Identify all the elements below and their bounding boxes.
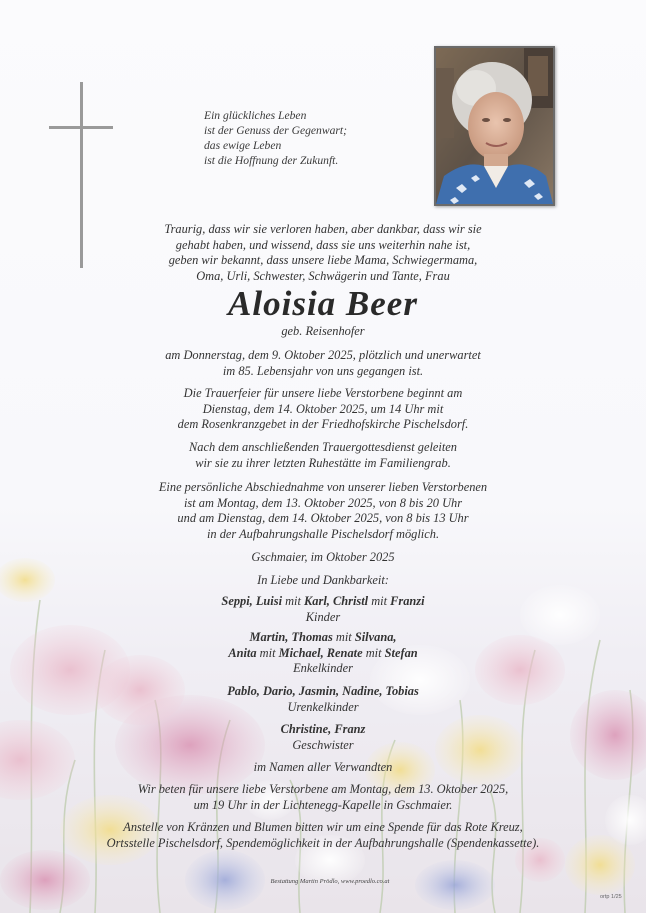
intro-line: Oma, Urli, Schwester, Schwägerin und Tante, Frau — [196, 268, 450, 283]
farewell-paragraph — [40, 480, 606, 542]
intro-paragraph — [40, 222, 606, 284]
funeral-line: Dienstag, dem 14. Oktober 2025, um 14 Uhr mit — [202, 401, 444, 416]
connector-word: mit — [256, 645, 279, 660]
mourners-siblings — [40, 722, 606, 753]
all-relatives: im Namen aller Verwandten — [253, 760, 393, 774]
burial-paragraph — [40, 440, 606, 471]
deceased-name: Aloisia Beer — [228, 284, 418, 323]
relation-label: Urenkelkinder — [287, 699, 359, 714]
mourners-grandchildren — [40, 630, 606, 677]
connector-word: mit — [362, 645, 385, 660]
mourner-name: Pablo, Dario, Jasmin, Nadine, Tobias — [227, 684, 419, 698]
death-paragraph — [40, 348, 606, 379]
mourners-children — [40, 594, 606, 625]
prayer-paragraph — [40, 782, 606, 813]
funeral-line: dem Rosenkranzgebet in der Friedhofskirche Pischelsdorf. — [177, 417, 469, 432]
farewell-line: Eine persönliche Abschiednahme von unserer lieben Verstorbenen — [158, 480, 488, 494]
prayer-line: Wir beten für unsere liebe Verstorbene am Montag, dem 13. Oktober 2025, — [137, 782, 509, 796]
donation-line: Ortsstelle Pischelsdorf, Spendemöglichkeit in der Aufbahrungshalle (Spendenkassette). — [106, 835, 540, 850]
intro-line: geben wir bekannt, dass unsere liebe Mama, Schwiegermama, — [168, 253, 478, 268]
mourner-name: Franzi — [390, 594, 425, 608]
farewell-line: ist am Montag, dem 13. Oktober 2025, von 8 bis 20 Uhr — [183, 495, 463, 510]
mourner-name: Anita — [228, 645, 257, 660]
mourner-name: Silvana, — [354, 630, 397, 644]
mourner-names — [40, 630, 606, 646]
connector-word: mit — [282, 594, 305, 608]
mourner-name: Karl, Christl — [304, 594, 369, 608]
funeral-line: Die Trauerfeier für unsere liebe Verstorbene beginnt am — [183, 386, 463, 400]
portrait-photo — [434, 46, 555, 206]
death-line: am Donnerstag, dem 9. Oktober 2025, plötzlich und unerwartet — [165, 348, 481, 362]
in-love-block — [40, 573, 606, 589]
mourner-name: Martin, Thomas — [249, 630, 333, 644]
all-relatives-block — [40, 760, 606, 776]
mourner-names — [40, 594, 606, 610]
mourner-name: Stefan — [384, 645, 418, 660]
farewell-line: in der Aufbahrungshalle Pischelsdorf möglich. — [206, 526, 440, 541]
cross-horizontal-bar — [49, 126, 113, 129]
burial-line: Nach dem anschließenden Trauergottesdienst geleiten — [189, 440, 457, 454]
mourner-names — [40, 684, 606, 700]
donation-paragraph — [40, 820, 606, 851]
mourner-name: Michael, Renate — [278, 645, 363, 660]
donation-line: Anstelle von Kränzen und Blumen bitten wir um eine Spende für das Rote Kreuz, — [123, 820, 523, 834]
mourner-name: Seppi, Luisi — [221, 594, 283, 608]
connector-word: mit — [368, 594, 391, 608]
quote-line: Ein glückliches Leben — [204, 109, 307, 122]
death-line: im 85. Lebensjahr von uns gegangen ist. — [222, 363, 424, 378]
birth-name: geb. Reisenhofer — [281, 324, 365, 338]
intro-line: Traurig, dass wir sie verloren haben, aber dankbar, dass wir sie — [164, 222, 482, 236]
mourner-name: Christine, Franz — [280, 722, 366, 736]
quote-line: das ewige Leben — [204, 139, 282, 152]
relation-label: Geschwister — [292, 737, 354, 752]
connector-word: mit — [332, 630, 355, 644]
relation-label: Kinder — [305, 609, 341, 624]
relation-label: Enkelkinder — [293, 661, 353, 676]
portrait-image — [436, 48, 553, 204]
birth-name-block — [40, 324, 606, 340]
funeral-paragraph — [40, 386, 606, 433]
intro-line: gehabt haben, und wissend, dass sie uns weiterhin nahe ist, — [175, 237, 471, 252]
quote-line: ist der Genuss der Gegenwart; — [204, 124, 347, 137]
document-code: ortp 1/25 — [600, 894, 622, 900]
memorial-quote — [204, 108, 347, 168]
in-love-heading: In Liebe und Dankbarkeit: — [257, 573, 389, 587]
quote-line: ist die Hoffnung der Zukunft. — [204, 154, 339, 167]
mourner-names — [40, 722, 606, 738]
undertaker-credit: Bestattung Martin Prödlo, www.proedlo.co.at — [270, 878, 390, 885]
prayer-line: um 19 Uhr in der Lichtenegg-Kapelle in Gschmaier. — [193, 797, 453, 812]
place-date: Gschmaier, im Oktober 2025 — [251, 550, 395, 564]
burial-line: wir sie zu ihrer letzten Ruhestätte im Familiengrab. — [195, 455, 451, 470]
farewell-line: und am Dienstag, dem 14. Oktober 2025, von 8 bis 13 Uhr — [177, 511, 469, 526]
mourners-great-grandchildren — [40, 684, 606, 715]
mourner-names — [40, 646, 606, 662]
place-date-block — [40, 550, 606, 566]
